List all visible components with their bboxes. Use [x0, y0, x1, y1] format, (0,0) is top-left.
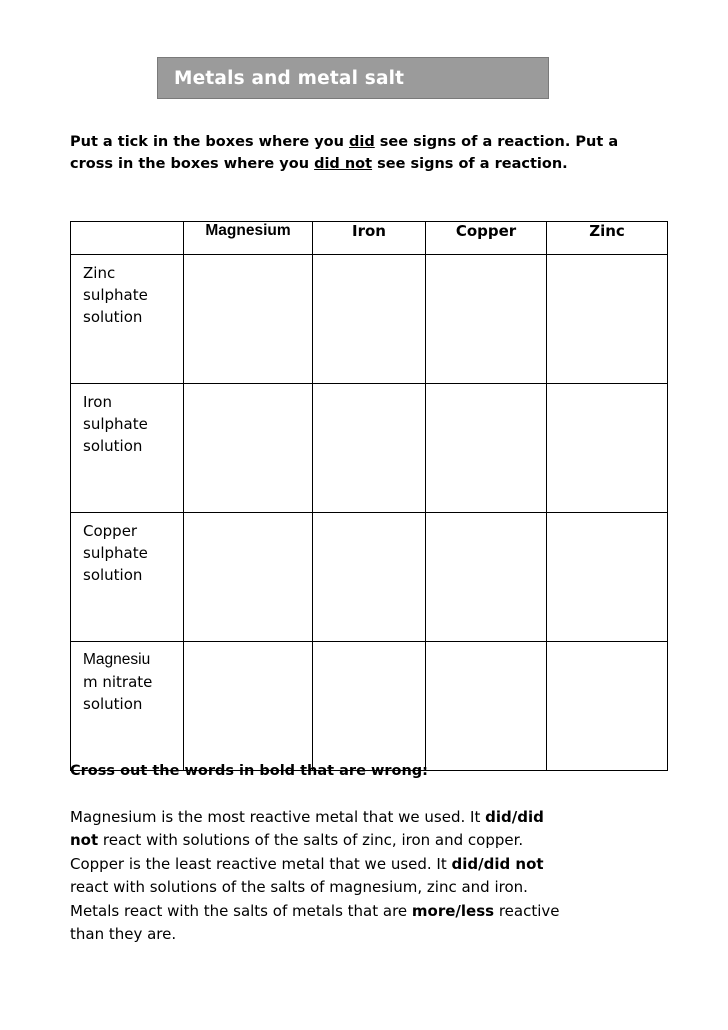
- answer-cell[interactable]: [547, 513, 668, 642]
- answer-cell[interactable]: [547, 384, 668, 513]
- choice-did-did-not-2[interactable]: did/did not: [451, 854, 544, 873]
- row-label-line: solution: [83, 437, 143, 455]
- row-label-line: sulphate: [83, 286, 148, 304]
- page-title: Metals and metal salt: [174, 68, 405, 89]
- row-label-magnesium-nitrate: [71, 642, 184, 771]
- answer-cell[interactable]: [313, 384, 426, 513]
- choice-did-did-not-1[interactable]: did/did not: [70, 808, 544, 850]
- row-label-line: Iron: [83, 393, 112, 411]
- para-text-4: reactive than they are.: [70, 901, 560, 944]
- row-label-line: solution: [83, 308, 143, 326]
- header-row: [71, 222, 668, 255]
- row-label-line: Zinc: [83, 264, 116, 282]
- header-iron: Iron: [313, 222, 426, 255]
- instructions-did-not: did not: [314, 156, 373, 172]
- para-text-1: Magnesium is the most reactive metal that we used. It: [70, 808, 486, 826]
- row-label-iron-sulphate: [71, 384, 184, 513]
- para-text-3: react with solutions of the salts of magnesium, zinc and iron. Metals react with the salts of metals that are: [70, 878, 528, 920]
- table-row: [71, 384, 668, 513]
- answer-cell[interactable]: [426, 255, 547, 384]
- title-banner: [157, 57, 549, 99]
- answer-cell[interactable]: [184, 513, 313, 642]
- row-label-line: sulphate: [83, 415, 148, 433]
- row-label-line: solution: [83, 695, 143, 713]
- header-zinc: Zinc: [547, 222, 668, 255]
- header-empty-cell: [71, 222, 184, 255]
- answer-cell[interactable]: [184, 384, 313, 513]
- answer-cell[interactable]: [547, 642, 668, 771]
- instructions-text-2: see signs of a reaction. Put a cross in the boxes where you: [70, 134, 619, 172]
- instructions: [70, 131, 630, 175]
- row-label-line: Copper: [83, 522, 138, 540]
- table-row: [71, 255, 668, 384]
- instructions-text-3: see signs of a reaction.: [372, 156, 568, 172]
- row-label-copper-sulphate: [71, 513, 184, 642]
- answer-cell[interactable]: [547, 255, 668, 384]
- instructions-text-1: Put a tick in the boxes where you: [70, 134, 350, 150]
- answer-cell[interactable]: [313, 513, 426, 642]
- answer-cell[interactable]: [184, 255, 313, 384]
- row-label-line: solution: [83, 566, 143, 584]
- answer-cell[interactable]: [426, 642, 547, 771]
- answer-cell[interactable]: [313, 255, 426, 384]
- row-label-line: Magnesiu: [83, 651, 151, 668]
- answer-cell[interactable]: [313, 642, 426, 771]
- table-row: [71, 642, 668, 771]
- choice-more-less[interactable]: more/less: [411, 901, 495, 920]
- table-row: [71, 513, 668, 642]
- header-magnesium: Magnesium: [184, 222, 313, 255]
- answer-cell[interactable]: [426, 513, 547, 642]
- para-text-2: react with solutions of the salts of zinc, iron and copper. Copper is the least reactive metal that we used. It: [70, 831, 524, 873]
- conclusion-paragraph: [70, 806, 570, 946]
- answer-cell[interactable]: [184, 642, 313, 771]
- results-table: [70, 221, 668, 771]
- row-label-zinc-sulphate: [71, 255, 184, 384]
- row-label-line: m nitrate: [83, 673, 153, 691]
- instructions-did: did: [349, 134, 375, 150]
- answer-cell[interactable]: [426, 384, 547, 513]
- header-copper: Copper: [426, 222, 547, 255]
- cross-out-heading: Cross out the words in bold that are wrong:: [70, 763, 428, 779]
- row-label-line: sulphate: [83, 544, 148, 562]
